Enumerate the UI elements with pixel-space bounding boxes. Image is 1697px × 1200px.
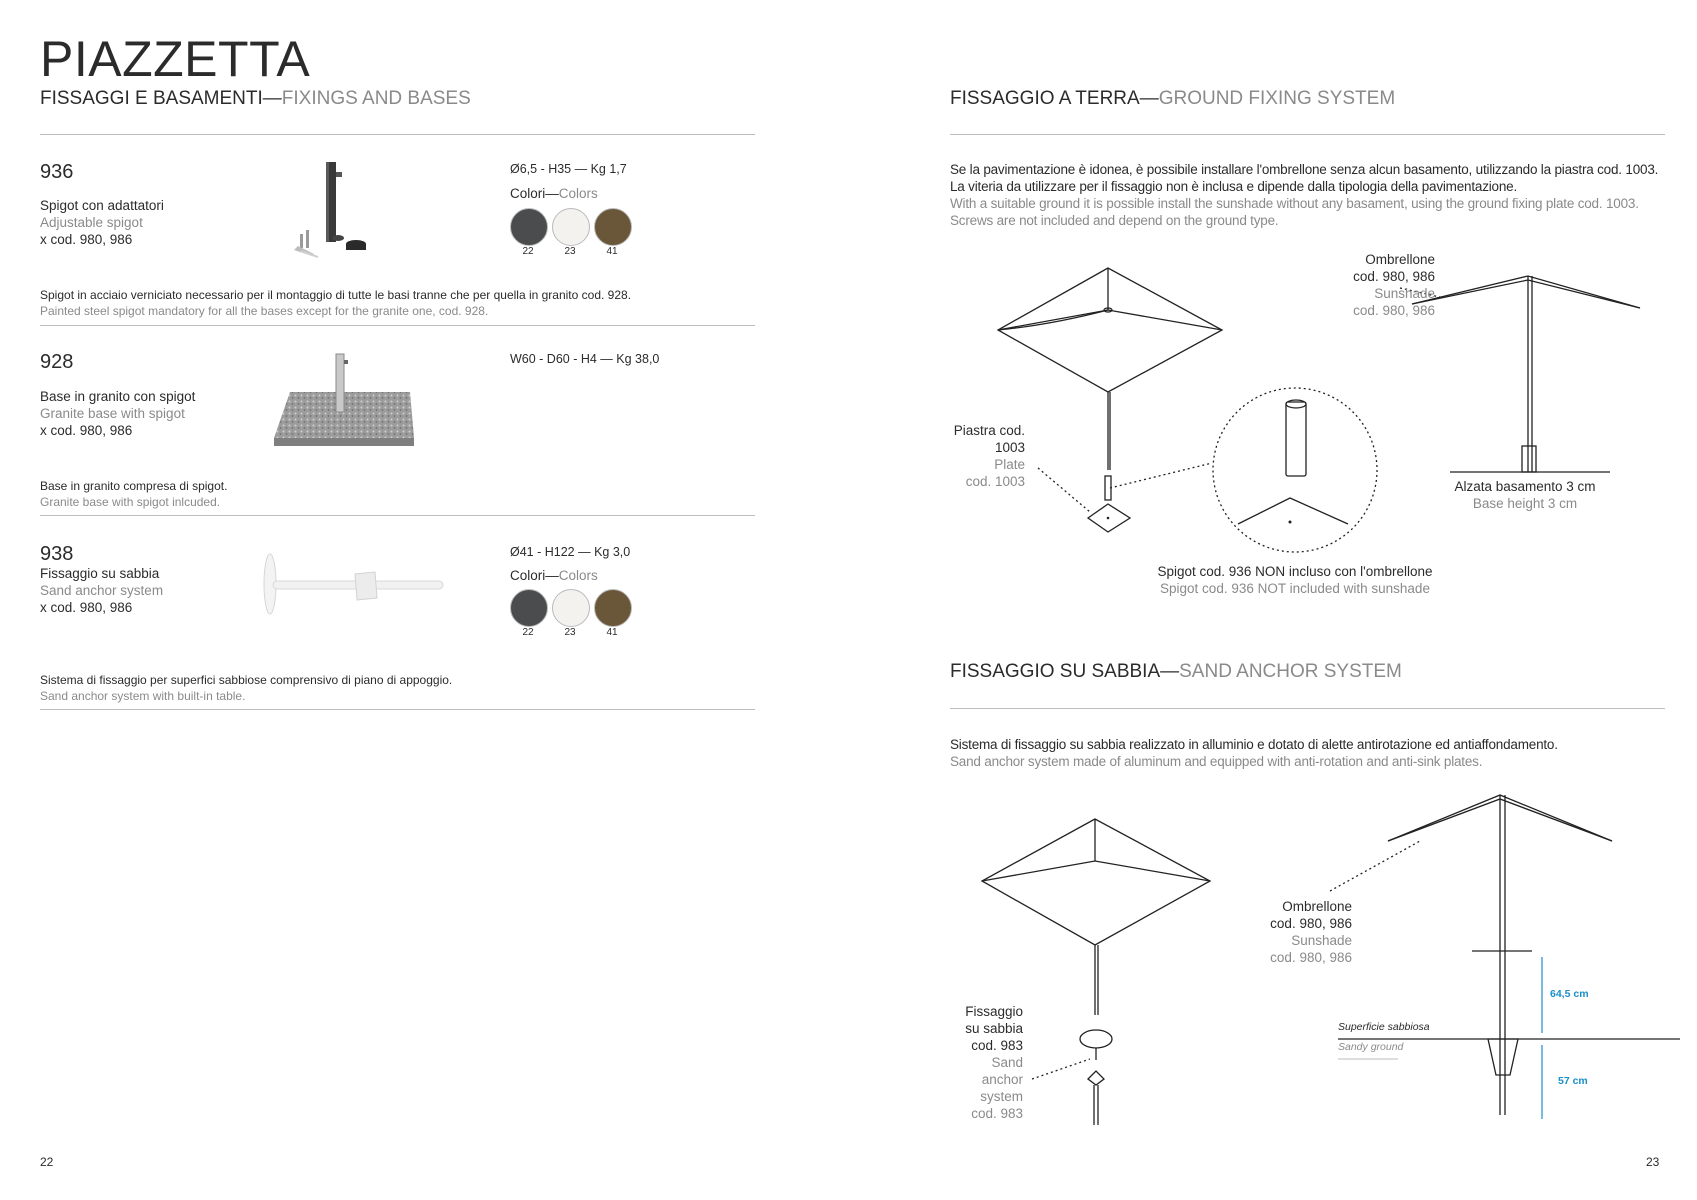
label-code-en: cod. 1003 bbox=[965, 474, 1025, 489]
colors-label-it: Colori bbox=[510, 568, 546, 583]
label-code-en: cod. 980, 986 bbox=[1270, 950, 1352, 965]
color-number: 22 bbox=[522, 246, 534, 257]
height-above-ground: 64,5 cm bbox=[1550, 988, 1589, 1000]
title-dash: — bbox=[1160, 661, 1180, 682]
ground-sunshade-label bbox=[1290, 251, 1435, 319]
label-code: cod. 980, 986 bbox=[1353, 269, 1435, 284]
label-it: Ombrellone bbox=[1282, 899, 1352, 914]
product-name-block bbox=[40, 388, 195, 439]
product-note bbox=[40, 672, 452, 704]
product-code: 936 bbox=[40, 161, 74, 183]
sand-sunshade-label bbox=[1240, 898, 1352, 966]
product-name-block bbox=[40, 197, 164, 248]
colors-label-en: Colors bbox=[558, 186, 598, 201]
sand-anchor-label bbox=[935, 1003, 1023, 1122]
product-note bbox=[40, 287, 631, 319]
ground-text-en: Screws are not included and depend on the ground type. bbox=[950, 213, 1279, 228]
spigot-image bbox=[290, 158, 400, 263]
colors-label bbox=[510, 185, 598, 202]
label-it: Fissaggio bbox=[965, 1004, 1023, 1019]
divider bbox=[950, 708, 1665, 709]
ground-text-en: With a suitable ground it is possible install the sunshade without any basament, using the ground fixing plate cod. 1003. bbox=[950, 196, 1639, 211]
plate-label bbox=[925, 422, 1025, 490]
color-number: 23 bbox=[564, 627, 576, 638]
section-title-fixings bbox=[40, 88, 471, 110]
sand-text-en: Sand anchor system made of aluminum and equipped with anti-rotation and anti-sink plates. bbox=[950, 754, 1483, 769]
label-en: Base height 3 cm bbox=[1472, 496, 1578, 511]
label-en: Sunshade bbox=[1374, 286, 1435, 301]
label-it: Ombrellone bbox=[1365, 252, 1435, 267]
note-en: Sand anchor system with built-in table. bbox=[40, 689, 246, 703]
colors-label bbox=[510, 567, 598, 584]
product-code: 938 bbox=[40, 543, 74, 565]
divider bbox=[40, 134, 755, 135]
color-number: 41 bbox=[606, 627, 618, 638]
product-name-it: Fissaggio su sabbia bbox=[40, 566, 160, 581]
color-swatch-41 bbox=[594, 208, 632, 246]
color-swatch-23 bbox=[552, 208, 590, 246]
color-number: 41 bbox=[606, 246, 618, 257]
section-title-sand bbox=[950, 661, 1402, 683]
color-swatch-23 bbox=[552, 589, 590, 627]
note-it: Spigot in acciaio verniciato necessario per il montaggio di tutte le basi tranne che per quella in granito cod. 928. bbox=[40, 288, 632, 302]
section-title-en: FIXINGS AND BASES bbox=[281, 88, 471, 109]
sand-anchor-image bbox=[255, 548, 455, 628]
label-code: cod. 980, 986 bbox=[1270, 916, 1352, 931]
ground-text-it: La viteria da utilizzare per il fissaggio non è inclusa e dipende dalla tipologia della pavimentazione. bbox=[950, 179, 1518, 194]
product-dimensions: Ø41 - H122 — Kg 3,0 bbox=[510, 545, 631, 559]
divider bbox=[40, 325, 755, 326]
product-name-en: Granite base with spigot bbox=[40, 406, 185, 421]
product-compat: x cod. 980, 986 bbox=[40, 232, 133, 247]
label-en: anchor bbox=[981, 1072, 1023, 1087]
section-title-en: GROUND FIXING SYSTEM bbox=[1158, 88, 1396, 109]
section-title-it: FISSAGGIO A TERRA bbox=[950, 88, 1140, 109]
depth-below-ground: 57 cm bbox=[1558, 1075, 1588, 1087]
product-name-it: Base in granito con spigot bbox=[40, 389, 196, 404]
note-it: Sistema di fissaggio per superfici sabbiose comprensivo di piano di appoggio. bbox=[40, 673, 453, 687]
colors-dash: — bbox=[545, 568, 559, 583]
divider bbox=[40, 515, 755, 516]
title-dash: — bbox=[1139, 88, 1159, 109]
label-code-en: cod. 983 bbox=[971, 1106, 1023, 1121]
note-it: Base in granito compresa di spigot. bbox=[40, 479, 228, 493]
color-swatch-41 bbox=[594, 589, 632, 627]
divider bbox=[40, 709, 755, 710]
sandy-surface-label-en: Sandy ground bbox=[1338, 1041, 1404, 1053]
section-title-it: FISSAGGIO SU SABBIA bbox=[950, 661, 1161, 682]
colors-dash: — bbox=[545, 186, 559, 201]
section-title-ground bbox=[950, 88, 1395, 110]
sand-description bbox=[950, 736, 1670, 770]
divider bbox=[950, 134, 1665, 135]
product-name-block bbox=[40, 565, 163, 616]
product-compat: x cod. 980, 986 bbox=[40, 600, 133, 615]
label-it: su sabbia bbox=[965, 1021, 1023, 1036]
product-note bbox=[40, 478, 227, 510]
color-swatch-22 bbox=[510, 208, 548, 246]
color-number: 23 bbox=[564, 246, 576, 257]
color-swatch-22 bbox=[510, 589, 548, 627]
sandy-surface-label-it: Superficie sabbiosa bbox=[1338, 1021, 1430, 1033]
label-code: 1003 bbox=[994, 440, 1025, 455]
section-title-en: SAND ANCHOR SYSTEM bbox=[1179, 661, 1402, 682]
spigot-not-included-label bbox=[1115, 563, 1475, 597]
page-number: 22 bbox=[40, 1155, 54, 1169]
ground-text-it: Se la pavimentazione è idonea, è possibile installare l'ombrellone senza alcun basamento, utilizzando la piastra cod. 1003. bbox=[950, 162, 1659, 177]
label-en: Sand bbox=[991, 1055, 1023, 1070]
page-number: 23 bbox=[1646, 1155, 1660, 1169]
product-dimensions: Ø6,5 - H35 — Kg 1,7 bbox=[510, 162, 627, 176]
ground-description bbox=[950, 161, 1670, 229]
section-title-it: FISSAGGI E BASAMENTI bbox=[40, 88, 263, 109]
color-number: 22 bbox=[522, 627, 534, 638]
granite-base-image bbox=[270, 352, 420, 452]
product-name-en: Sand anchor system bbox=[40, 583, 164, 598]
label-en: Plate bbox=[994, 457, 1025, 472]
product-name-it: Spigot con adattatori bbox=[40, 198, 164, 213]
label-it: Piastra cod. bbox=[953, 423, 1025, 438]
product-compat: x cod. 980, 986 bbox=[40, 423, 133, 438]
product-code: 928 bbox=[40, 351, 74, 373]
label-code-en: cod. 980, 986 bbox=[1353, 303, 1435, 318]
base-height-label bbox=[1425, 478, 1625, 512]
label-it: Spigot cod. 936 NON incluso con l'ombrellone bbox=[1157, 564, 1433, 579]
sand-text-it: Sistema di fissaggio su sabbia realizzato in alluminio e dotato di alette antirotazione ed antiaffondamento. bbox=[950, 737, 1558, 752]
colors-label-it: Colori bbox=[510, 186, 546, 201]
product-dimensions: W60 - D60 - H4 — Kg 38,0 bbox=[510, 352, 660, 366]
product-name-en: Adjustable spigot bbox=[40, 215, 143, 230]
label-en: Spigot cod. 936 NOT included with sunshade bbox=[1160, 581, 1430, 596]
label-en: Sunshade bbox=[1291, 933, 1352, 948]
note-en: Granite base with spigot inlcuded. bbox=[40, 495, 221, 509]
note-en: Painted steel spigot mandatory for all the bases except for the granite one, cod. 928. bbox=[40, 304, 489, 318]
label-it: Alzata basamento 3 cm bbox=[1454, 479, 1596, 494]
label-en: system bbox=[980, 1089, 1023, 1104]
title-dash: — bbox=[262, 88, 282, 109]
label-code: cod. 983 bbox=[971, 1038, 1023, 1053]
colors-label-en: Colors bbox=[558, 568, 598, 583]
page-title: PIAZZETTA bbox=[40, 31, 311, 87]
